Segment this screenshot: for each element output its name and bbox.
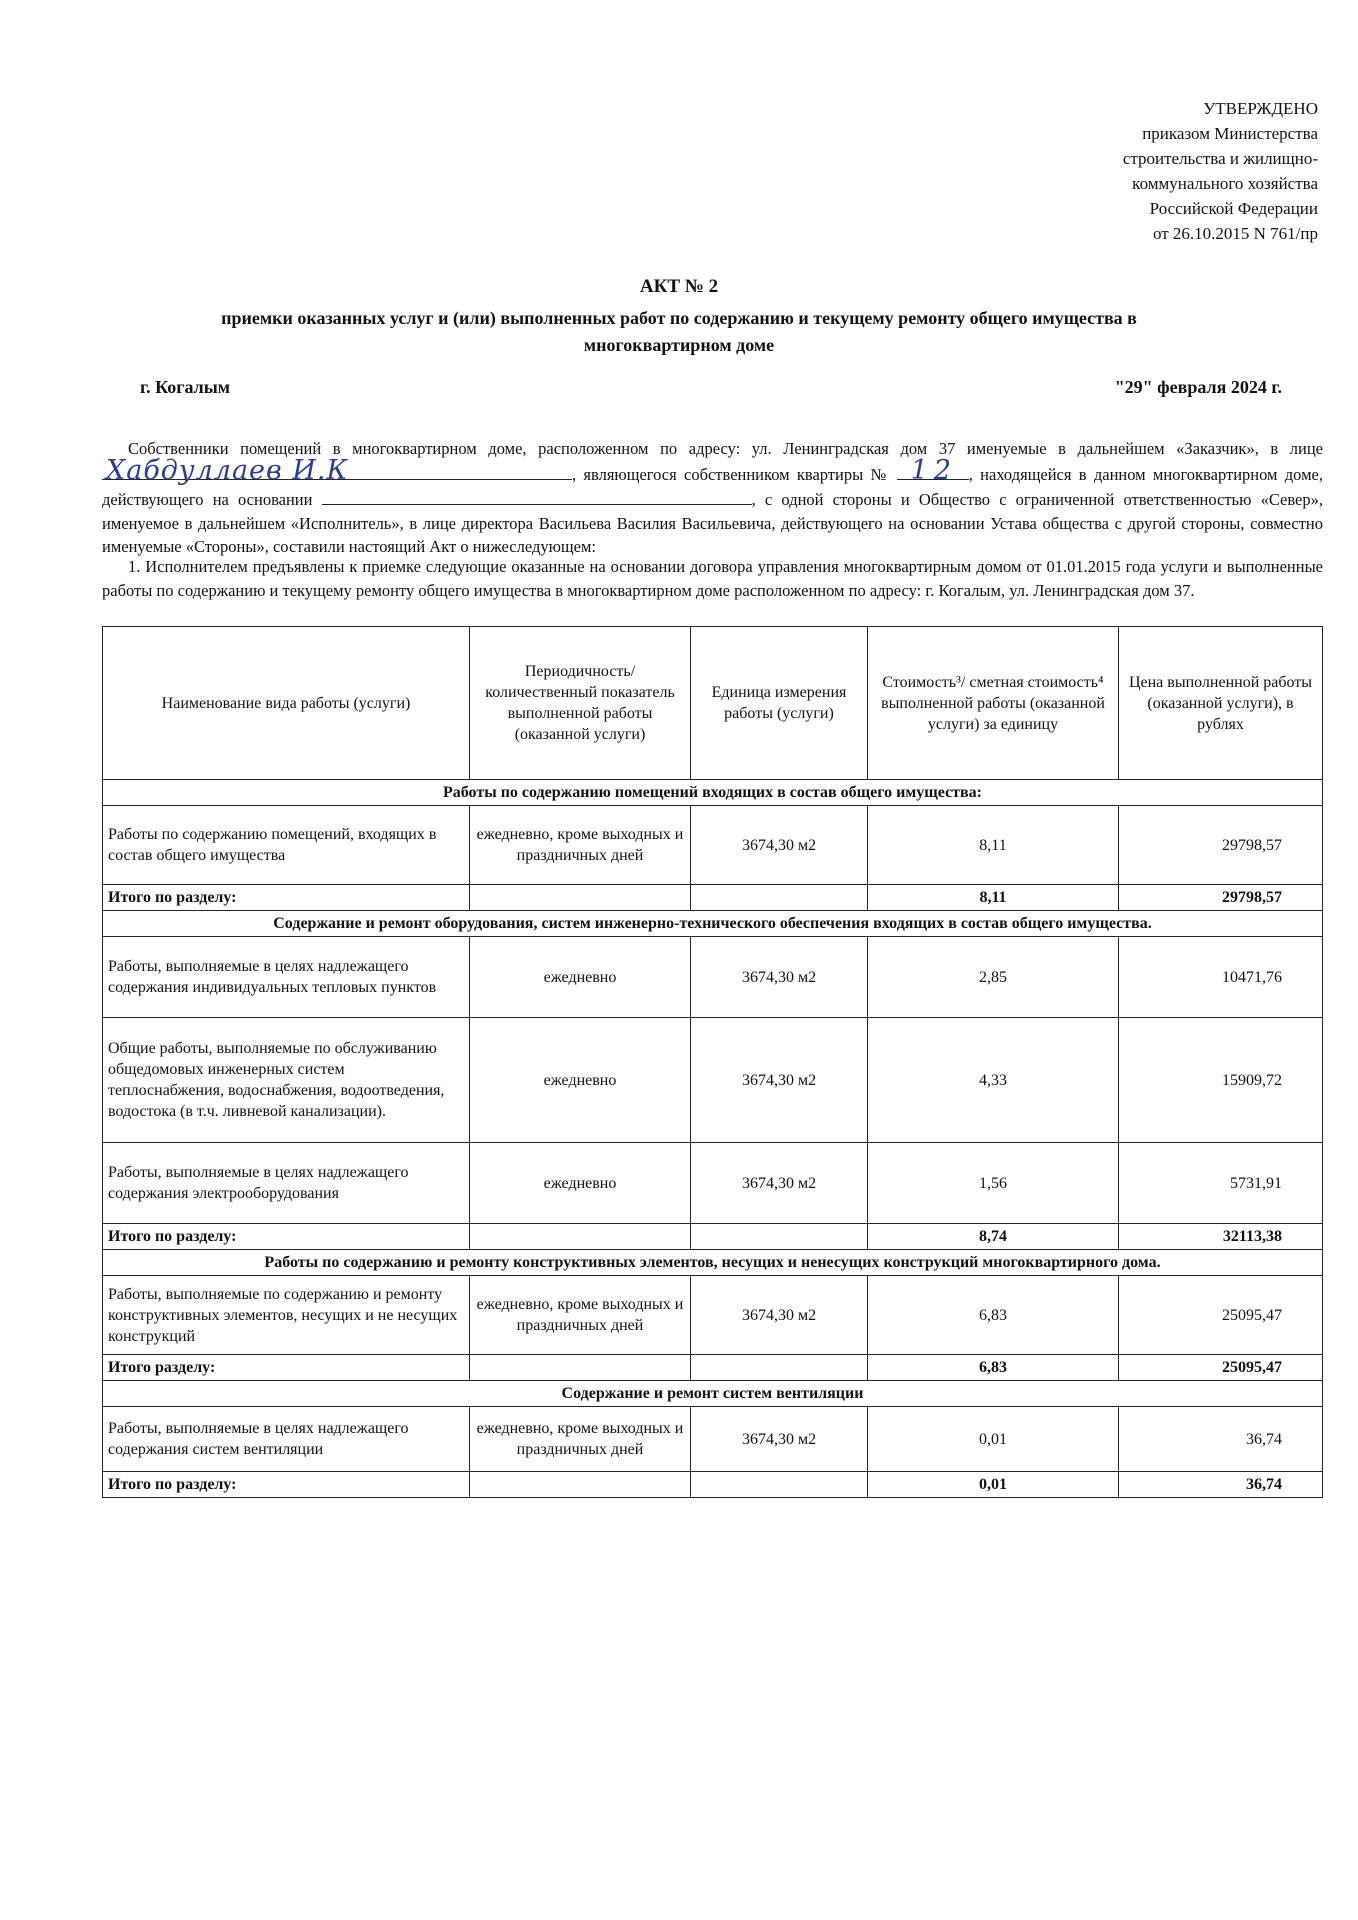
intro-text: , являющегося собственником квартиры №: [572, 464, 890, 484]
cell-name: Работы, выполняемые в целях надлежащего содержания индивидуальных тепловых пунктов: [103, 937, 470, 1018]
basis-field: [322, 486, 752, 505]
empty-cell: [691, 885, 868, 911]
section-title-row: [103, 911, 1323, 937]
approval-line: строительства и жилищно-: [1122, 149, 1318, 168]
total-price: 36,74: [1119, 1472, 1323, 1498]
table-row: [103, 1407, 1323, 1472]
cell-period: ежедневно, кроме выходных и праздничных дней: [470, 1407, 691, 1472]
empty-cell: [470, 1355, 691, 1381]
cell-unit: 3674,30 м2: [691, 1276, 868, 1355]
cell-period: ежедневно: [470, 1143, 691, 1224]
cell-price: 29798,57: [1119, 806, 1323, 885]
intro-paragraph: [102, 437, 1323, 559]
clause-1: [102, 555, 1323, 602]
total-price: 29798,57: [1119, 885, 1323, 911]
cell-period: ежедневно, кроме выходных и праздничных дней: [470, 1276, 691, 1355]
table-header-row: [103, 627, 1323, 780]
section-total-row: [103, 1224, 1323, 1250]
section-title: Работы по содержанию помещений входящих в состав общего имущества:: [103, 780, 1323, 806]
cell-name: Работы, выполняемые в целях надлежащего содержания систем вентиляции: [103, 1407, 470, 1472]
table-row: [103, 1143, 1323, 1224]
empty-cell: [470, 1472, 691, 1498]
clause-1-text: 1. Исполнителем предъявлены к приемке следующие оказанные на основании договора управления многоквартирным домом от 01.01.2015 года услуги и выполненные работы по содержанию и текущему ремонту общего имущества в многоквартирном доме расположенном по адресу: г. Когалым, ул. Ленинградская дом 37.: [102, 557, 1323, 600]
cell-price: 36,74: [1119, 1407, 1323, 1472]
intro-text: , с одной стороны и Общество с ограниченной ответственностью «Север», именуемое в дальнейшем «Исполнитель», в лице директора Васильева Василия Васильевича, действующего на основании Устава общества с другой стороны, совместно именуемые «Стороны», составили настоящий Акт о нижеследующем:: [102, 490, 1323, 556]
header-cost: Стоимость³/ сметная стоимость⁴ выполненной работы (оказанной услуги) за единицу: [868, 627, 1119, 780]
intro-text: Собственники помещений в многоквартирном доме, расположенном по адресу: ул. Ленинградская дом 37 именуемые в дальнейшем «Заказчик», в лице: [128, 439, 1323, 458]
works-table: [102, 626, 1323, 1498]
cell-period: ежедневно: [470, 937, 691, 1018]
approval-line: от 26.10.2015 N 761/пр: [1152, 224, 1318, 243]
approval-line: приказом Министерства: [1142, 124, 1318, 143]
total-price: 25095,47: [1119, 1355, 1323, 1381]
section-title: Работы по содержанию и ремонту конструктивных элементов, несущих и ненесущих конструкций многоквартирного дома.: [103, 1250, 1323, 1276]
cell-cost: 1,56: [868, 1143, 1119, 1224]
cell-name: Работы по содержанию помещений, входящих в состав общего имущества: [103, 806, 470, 885]
cell-period: ежедневно, кроме выходных и праздничных дней: [470, 806, 691, 885]
total-cost: 6,83: [868, 1355, 1119, 1381]
header-unit: Единица измерения работы (услуги): [691, 627, 868, 780]
section-total-row: [103, 1355, 1323, 1381]
total-cost: 8,74: [868, 1224, 1119, 1250]
total-cost: 8,11: [868, 885, 1119, 911]
approval-block: [1018, 96, 1318, 246]
approval-line: Российской Федерации: [1149, 199, 1318, 218]
city: г. Когалым: [140, 377, 231, 397]
section-total-row: [103, 1472, 1323, 1498]
total-price: 32113,38: [1119, 1224, 1323, 1250]
section-total-row: [103, 885, 1323, 911]
approval-line: коммунального хозяйства: [1132, 174, 1318, 193]
total-label: Итого по разделу:: [103, 885, 470, 911]
cell-price: 15909,72: [1119, 1018, 1323, 1143]
table-row: [103, 806, 1323, 885]
empty-cell: [691, 1224, 868, 1250]
cell-unit: 3674,30 м2: [691, 937, 868, 1018]
cell-price: 25095,47: [1119, 1276, 1323, 1355]
total-label: Итого разделу:: [103, 1355, 470, 1381]
section-title-row: [103, 1250, 1323, 1276]
cell-cost: 6,83: [868, 1276, 1119, 1355]
apartment-number-field: [897, 455, 969, 486]
total-label: Итого по разделу:: [103, 1472, 470, 1498]
owner-handwritten: Хабдуллаев И.К: [106, 455, 349, 486]
cell-cost: 2,85: [868, 937, 1119, 1018]
empty-cell: [691, 1472, 868, 1498]
section-title: Содержание и ремонт систем вентиляции: [103, 1381, 1323, 1407]
approval-line: УТВЕРЖДЕНО: [1203, 99, 1318, 118]
intro-text: , находящейся в данном многоквартирном доме, действующего на основании: [102, 464, 1324, 509]
cell-unit: 3674,30 м2: [691, 1407, 868, 1472]
apartment-handwritten: 12: [910, 455, 958, 486]
cell-cost: 8,11: [868, 806, 1119, 885]
cell-name: Общие работы, выполняемые по обслуживанию общедомовых инженерных систем теплоснабжения, водоснабжения, водоотведения, водостока (в т.ч. ливневой канализации).: [103, 1018, 470, 1143]
section-title-row: [103, 1381, 1323, 1407]
table-row: [103, 1018, 1323, 1143]
section-title: Содержание и ремонт оборудования, систем инженерно-технического обеспечения входящих в состав общего имущества.: [103, 911, 1323, 937]
total-cost: 0,01: [868, 1472, 1119, 1498]
table-row: [103, 1276, 1323, 1355]
empty-cell: [691, 1355, 868, 1381]
act-title: АКТ № 2: [639, 276, 719, 297]
cell-period: ежедневно: [470, 1018, 691, 1143]
header-name: Наименование вида работы (услуги): [103, 627, 470, 780]
cell-price: 5731,91: [1119, 1143, 1323, 1224]
header-price: Цена выполненной работы (оказанной услуги), в рублях: [1119, 627, 1323, 780]
empty-cell: [470, 885, 691, 911]
owner-name-field: [102, 455, 572, 486]
cell-unit: 3674,30 м2: [691, 1143, 868, 1224]
cell-cost: 0,01: [868, 1407, 1119, 1472]
cell-name: Работы, выполняемые в целях надлежащего содержания электрооборудования: [103, 1143, 470, 1224]
total-label: Итого по разделу:: [103, 1224, 470, 1250]
cell-cost: 4,33: [868, 1018, 1119, 1143]
cell-name: Работы, выполняемые по содержанию и ремонту конструктивных элементов, несущих и не несущих конструкций: [103, 1276, 470, 1355]
act-subtitle: приемки оказанных услуг и (или) выполненных работ по содержанию и текущему ремонту общего имущества в многоквартирном доме: [221, 308, 1137, 355]
cell-unit: 3674,30 м2: [691, 1018, 868, 1143]
act-date: "29" февраля 2024 г.: [1114, 377, 1282, 397]
empty-cell: [470, 1224, 691, 1250]
section-title-row: [103, 780, 1323, 806]
header-period: Периодичность/ количественный показатель выполненной работы (оказанной услуги): [470, 627, 691, 780]
table-row: [103, 937, 1323, 1018]
cell-price: 10471,76: [1119, 937, 1323, 1018]
cell-unit: 3674,30 м2: [691, 806, 868, 885]
